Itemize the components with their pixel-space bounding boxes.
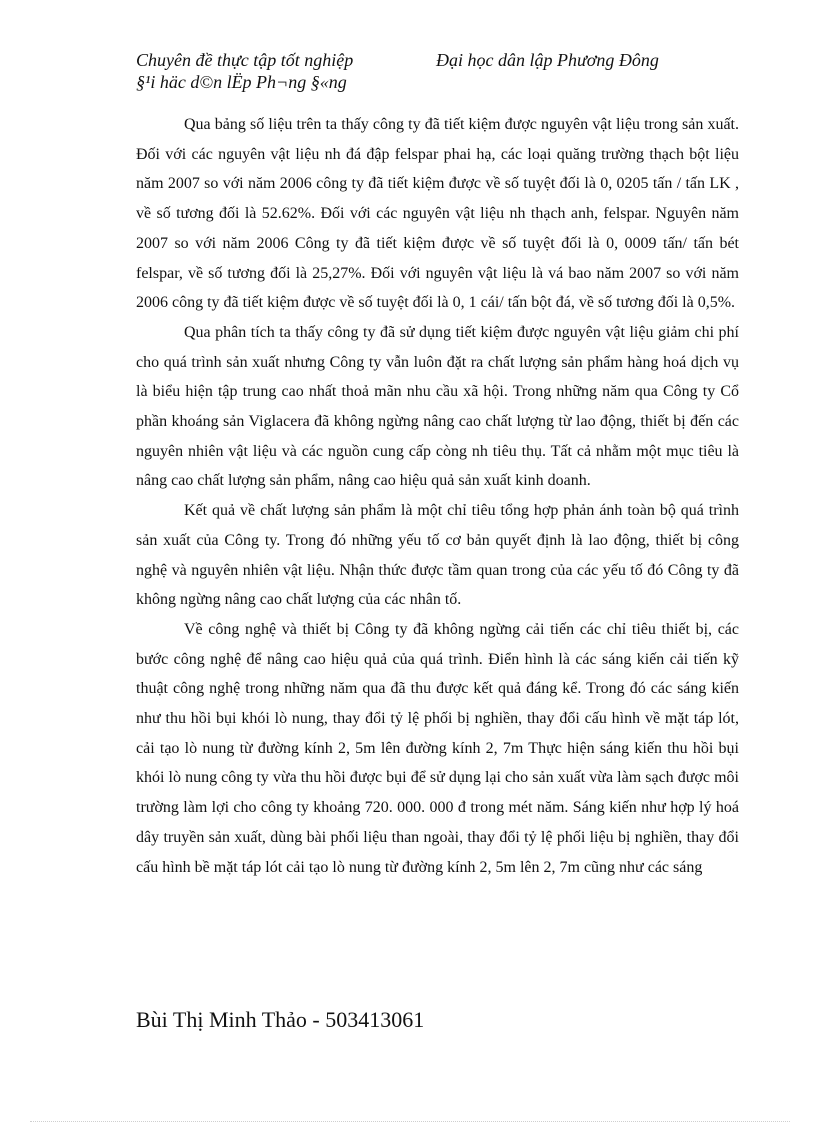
header-title-left: Chuyên đề thực tập tốt nghiệp	[136, 50, 354, 70]
body-paragraph: Về công nghệ và thiết bị Công ty đã không ngừng cải tiến các chỉ tiêu thiết bị, các bước công nghệ để nâng cao hiệu quả của quá trình. Điển hình là các sáng kiến cải tiến kỹ thuật công nghệ trong những năm qua đã thu được kết quả đáng kể. Trong đó các sáng kiến như thu hồi bụi khói lò nung, thay đổi tỷ lệ phối bị nghiền, thay đổi cấu hình về mặt táp lót, cải tạo lò nung từ đường kính 2, 5m lên đường kính 2, 7m Thực hiện sáng kiến thu hồi bụi khói lò nung công ty vừa thu hồi được bụi để sử dụng lại cho sản xuất vừa làm sạch được môi trường làm lợi cho công ty khoảng 720. 000. 000 đ trong mét năm. Sáng kiến như hợp lý hoá dây truyền sản xuất, dùng bài phối liệu than ngoài, thay đổi tỷ lệ phối liệu bị nghiền, thay đổi cấu hình bề mặt táp lót cải tạo lò nung từ đường kính 2, 5m lên 2, 7m cũng như các sáng	[136, 620, 739, 876]
body-paragraph: Kết quả về chất lượng sản phẩm là một chỉ tiêu tổng hợp phản ánh toàn bộ quá trình sản xuất của Công ty. Trong đó những yếu tố cơ bản quyết định là lao động, thiết bị công nghệ và nguyên nhiên vật liệu. Nhận thức được tầm quan trong của các yếu tố đó Công ty đã không ngừng nâng cao chất lượng của các nhân tố.	[136, 502, 739, 609]
footer-author: Bùi Thị Minh Thảo - 503413061	[136, 1007, 425, 1032]
document-body	[136, 110, 739, 882]
header-title-right: Đại học dân lập Phương Đông	[436, 50, 659, 70]
body-paragraph: Qua phân tích ta thấy công ty đã sử dụng tiết kiệm được nguyên vật liệu giảm chi phí cho quá trình sản xuất nhưng Công ty vẫn luôn đặt ra chất lượng sản phẩm hàng hoá dịch vụ là biểu hiện tập trung cao nhất thoả mãn nhu cầu xã hội. Trong những năm qua Công ty Cổ phần khoáng sản Viglacera đã không ngừng nâng cao chất lượng từ lao động, thiết bị đến các nguyên nhiên vật liệu và các nguồn cung cấp còng nh tiêu thụ. Tất cả nhằm một mục tiêu là nâng cao chất lượng sản phẩm, nâng cao hiệu quả sản xuất kinh doanh.	[136, 323, 739, 490]
header-garbled-text: §¹i häc d©n lËp Ph¬ng §«ng	[136, 72, 347, 92]
page-bottom-divider	[30, 1121, 790, 1122]
body-paragraph: Qua bảng số liệu trên ta thấy công ty đã tiết kiệm được nguyên vật liệu trong sản xuất. Đối với các nguyên vật liệu nh đá đập felspar phai hạ, các loại quăng trường thạch bột liệu năm 2007 so với năm 2006 công ty đã tiết kiệm được về số tuyệt đối là 0, 0205 tấn / tấn LK , về số tương đối là 52.62%. Đối với các nguyên vật liệu nh thạch anh, felspar. Nguyên năm 2007 so với năm 2006 Công ty đã tiết kiệm được về số tuyệt đối là 0, 0009 tấn/ tấn bét felspar, về số tương đối là 25,27%. Đối với nguyên vật liệu là vá bao năm 2007 so với năm 2006 công ty đã tiết kiệm được về số tuyệt đối là 0, 1 cái/ tấn bột đá, về số tương đối là 0,5%.	[136, 116, 739, 312]
